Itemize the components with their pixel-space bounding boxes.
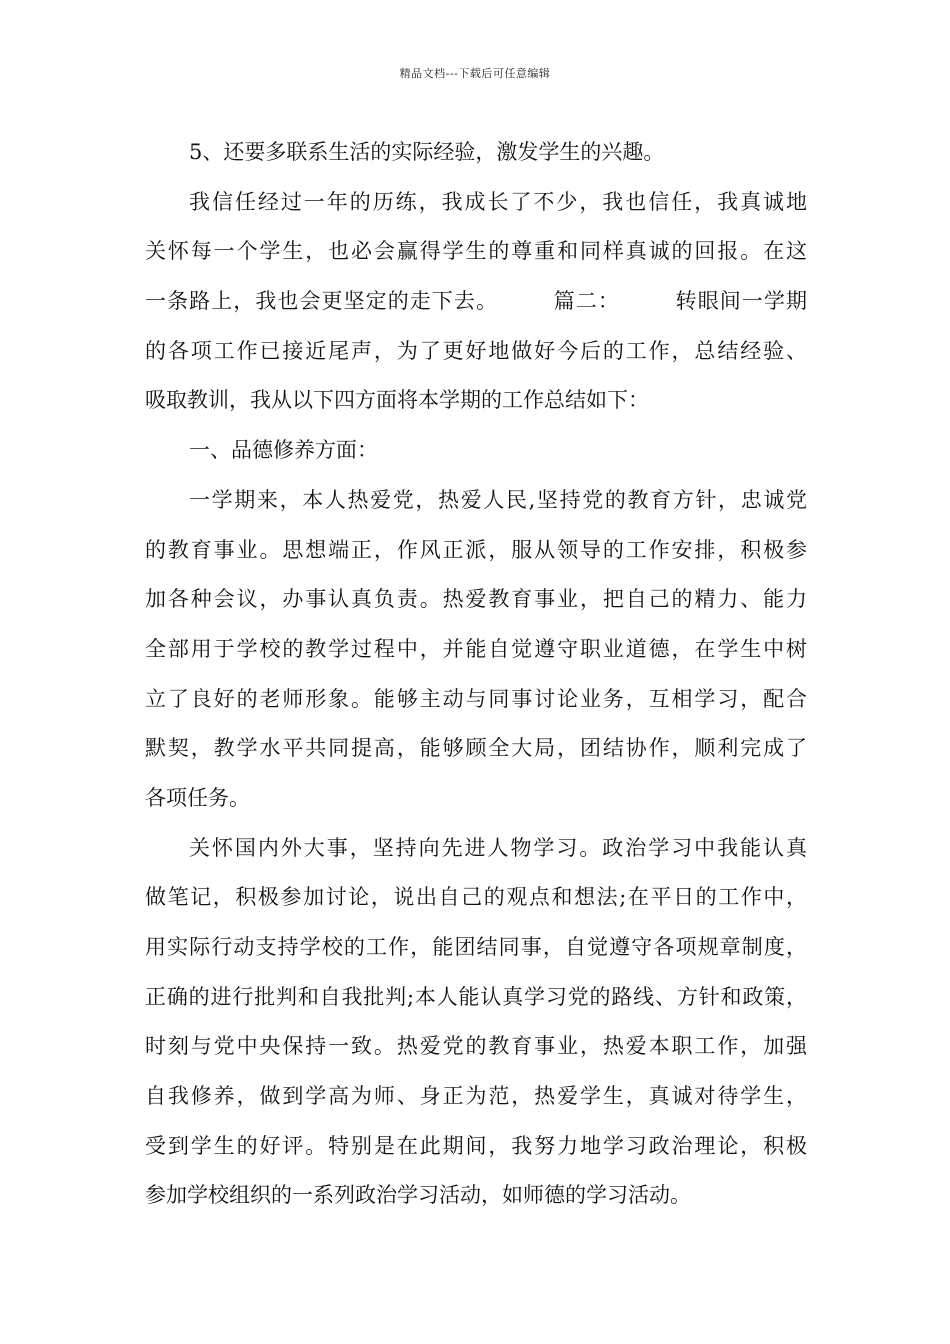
- text-line: 我信任经过一年的历练，我成长了不少，我也信任，我真诚地: [189, 189, 807, 214]
- page-header: 精品文档---下载后可任意编辑: [399, 67, 551, 80]
- text-line: 全部用于学校的教学过程中，并能自觉遵守职业道德，在学生中树: [145, 636, 807, 661]
- text-line: 各项任务。: [145, 785, 250, 810]
- text-line: 关怀国内外大事，坚持向先进人物学习。政治学习中我能认真: [189, 835, 807, 860]
- text-line: 参加学校组织的一系列政治学习活动，如师德的学习活动。: [145, 1183, 691, 1208]
- text-line: 一条路上，我也会更坚定的走下去。 篇二： 转眼间一学期: [145, 289, 807, 314]
- text-line: 的教育事业。思想端正，作风正派，服从领导的工作安排，积极参: [145, 537, 807, 562]
- section-heading: 一、品德修养方面：: [189, 438, 378, 463]
- text-line: 自我修养，做到学高为师、身正为范，热爱学生，真诚对待学生，: [145, 1084, 807, 1109]
- text-line: 吸取教训，我从以下四方面将本学期的工作总结如下：: [145, 388, 649, 413]
- text-line: 一学期来，本人热爱党，热爱人民,坚持党的教育方针，忠诚党: [189, 487, 807, 512]
- text-line: 正确的进行批判和自我批判;本人能认真学习党的路线、方针和政策，: [145, 984, 807, 1009]
- text-line: 立了良好的老师形象。能够主动与同事讨论业务，互相学习，配合: [145, 686, 807, 711]
- text-line: 做笔记，积极参加讨论，说出自己的观点和想法;在平日的工作中，: [145, 885, 807, 910]
- text-line: 的各项工作已接近尾声，为了更好地做好今后的工作，总结经验、: [145, 338, 807, 363]
- document-body: [145, 128, 807, 1221]
- text-line: 5、还要多联系生活的实际经验，激发学生的兴趣。: [189, 140, 665, 164]
- text-line: 默契，教学水平共同提高，能够顾全大局，团结协作，顺利完成了: [145, 736, 807, 761]
- text-line: 加各种会议，办事认真负责。热爱教育事业，把自己的精力、能力: [145, 587, 807, 612]
- text-line: 关怀每一个学生，也必会赢得学生的尊重和同样真诚的回报。在这: [145, 239, 807, 264]
- text-line: 用实际行动支持学校的工作，能团结同事，自觉遵守各项规章制度，: [145, 935, 807, 959]
- text-line: 受到学生的好评。特别是在此期间，我努力地学习政治理论，积极: [145, 1133, 807, 1158]
- text-line: 时刻与党中央保持一致。热爱党的教育事业，热爱本职工作，加强: [145, 1034, 807, 1059]
